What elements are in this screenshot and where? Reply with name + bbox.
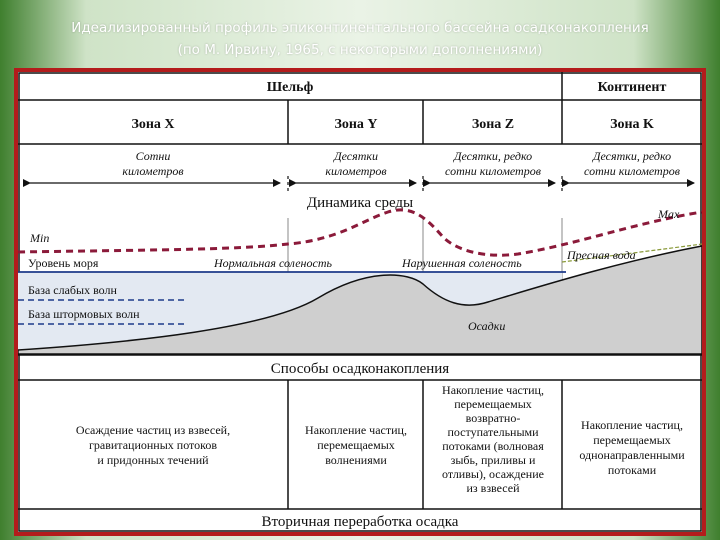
disturbed-salinity-label: Нарушенная соленость [402, 256, 522, 270]
method-z-line6: зыбь, приливы и [450, 453, 536, 467]
fresh-water-label: Пресная вода [567, 248, 636, 262]
method-z-line4: поступательными [447, 425, 539, 439]
method-z-line3: возвратно- [465, 411, 521, 425]
distance-k-line1: Десятки, редко [592, 149, 672, 163]
method-y-line1: Накопление частиц, [305, 423, 407, 437]
slide-title: Идеализированный профиль эпиконтинентального бассейна осадконакопления [71, 20, 649, 36]
storm-wave-base-label: База штормовых волн [28, 307, 140, 321]
diagram-frame [14, 68, 706, 536]
method-z-line8: из взвесей [466, 481, 520, 495]
secondary-processing-label: Вторичная переработка осадка [261, 514, 459, 530]
method-z-line2: перемещаемых [454, 397, 532, 411]
method-x-line3: и придонных течений [97, 453, 209, 467]
methods-title: Способы осадконакопления [270, 361, 450, 377]
sediments-label: Осадки [468, 319, 506, 333]
max-label: Max [658, 207, 680, 221]
method-x-line1: Осаждение частиц из взвесей, [75, 423, 231, 437]
distance-y-line1: Десятки [334, 149, 378, 163]
distance-z-line2: сотни километров [445, 164, 541, 178]
min-label: Min [30, 231, 50, 245]
distance-x-line2: километров [122, 164, 184, 178]
method-z-line1: Накопление частиц, [442, 383, 544, 397]
method-y-line3: волнениями [325, 453, 387, 467]
sea-level-label: Уровень моря [28, 256, 99, 270]
dynamics-title: Динамика среды [306, 195, 414, 211]
method-x-line2: гравитационных потоков [88, 438, 218, 452]
distance-z-line1: Десятки, редко [453, 149, 533, 163]
zone-k-label: Зона K [610, 117, 654, 132]
method-y-line2: перемещаемых [317, 438, 395, 452]
weak-wave-base-label: База слабых волн [28, 283, 117, 297]
continent-label: Континент [597, 80, 667, 95]
slide-subtitle: (по М. Ирвину, 1965, с некоторыми дополнениями) [177, 42, 543, 58]
distance-y-line2: километров [325, 164, 387, 178]
zone-x-label: Зона X [131, 117, 175, 132]
method-k-line3: однонаправленными [579, 448, 685, 462]
zone-y-label: Зона Y [334, 117, 378, 132]
method-k-line2: перемещаемых [593, 433, 671, 447]
basin-profile-diagram [18, 72, 702, 532]
distance-k-line2: сотни километров [584, 164, 680, 178]
distance-x-line1: Сотни [135, 149, 171, 163]
method-z-line5: потоками (волновая [442, 439, 544, 453]
zone-z-label: Зона Z [471, 117, 515, 132]
shelf-label: Шельф [266, 80, 314, 95]
method-k-line4: потоками [607, 463, 657, 477]
method-k-line1: Накопление частиц, [581, 418, 683, 432]
method-z-line7: отливы), осаждение [442, 467, 544, 481]
normal-salinity-label: Нормальная соленость [214, 256, 332, 270]
